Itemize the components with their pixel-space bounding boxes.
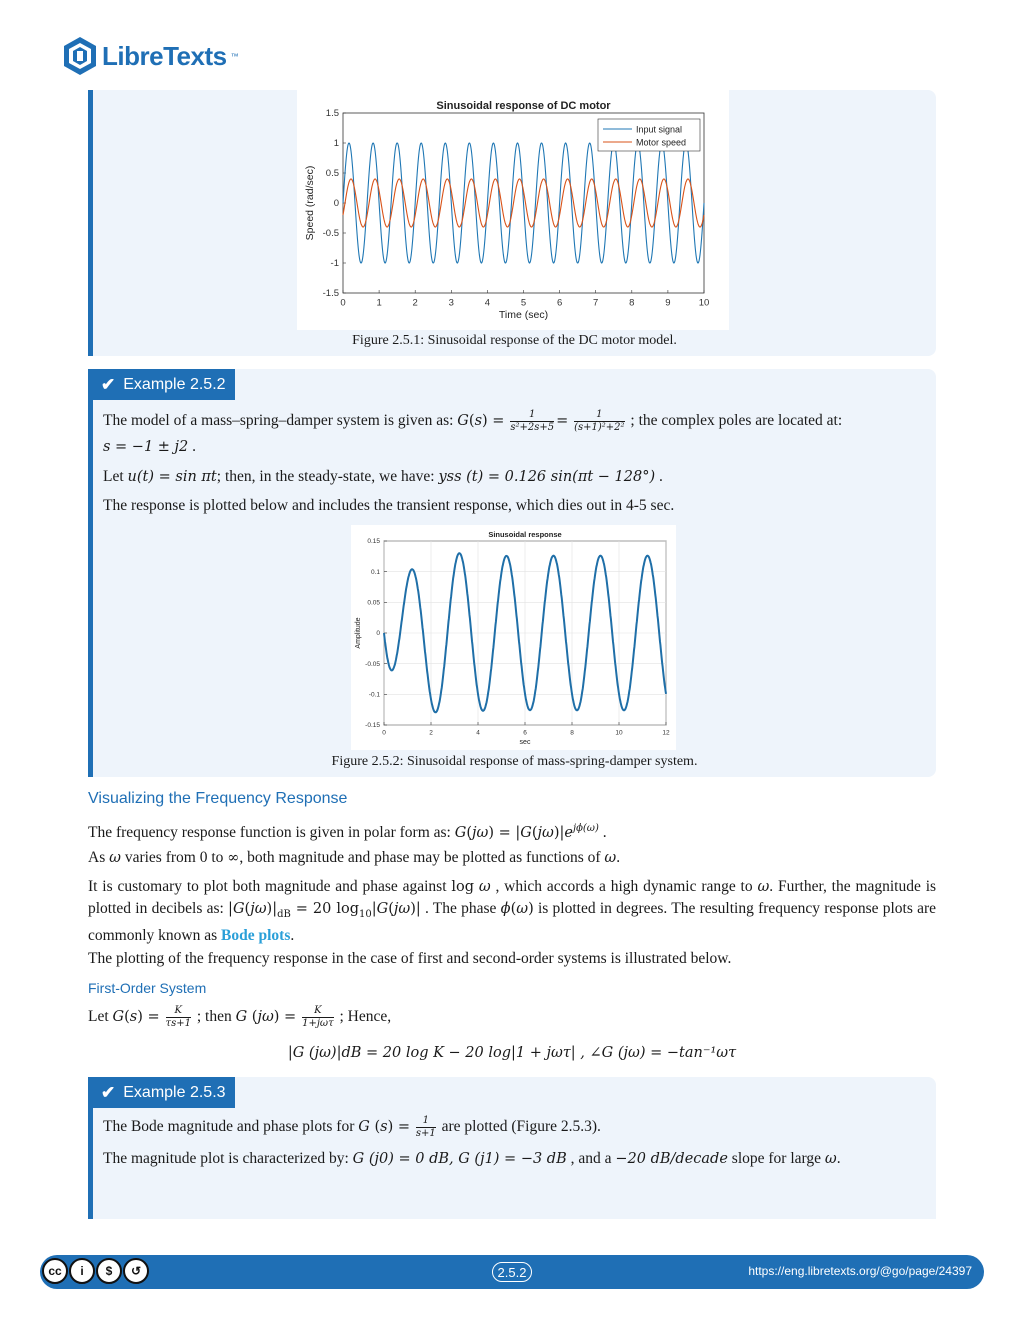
figure-caption-1: Figure 2.5.1: Sinusoidal response of the DC motor model. bbox=[352, 333, 677, 348]
y-tick-label: 0 bbox=[376, 630, 380, 638]
y-tick-label: -1 bbox=[330, 258, 339, 270]
y-tick-label: -0.05 bbox=[365, 660, 380, 668]
y-axis-label: Amplitude bbox=[355, 617, 362, 649]
y-tick-label: -0.5 bbox=[322, 228, 339, 240]
chart-title: Sinusoidal response bbox=[488, 530, 562, 539]
figure-box-1 bbox=[88, 90, 936, 356]
x-tick-label: 5 bbox=[520, 297, 527, 309]
y-tick-label: 1 bbox=[333, 138, 339, 150]
x-tick-label: 1 bbox=[376, 297, 382, 309]
x-tick-label: 9 bbox=[665, 297, 671, 309]
cc-icon: cc bbox=[42, 1258, 68, 1284]
x-tick-label: 4 bbox=[484, 297, 491, 309]
page-number: 2.5.2 bbox=[492, 1262, 532, 1282]
example3-paragraph-2: The magnitude plot is characterized by: G (j0) = 0 dB, G (j1) = −3 dB , and a −20 dB/decade slope for large ω. bbox=[103, 1150, 841, 1167]
section-paragraph-2: As ω varies from 0 to ∞, both magnitude and phase may be plotted as functions of ω. bbox=[88, 849, 621, 866]
y-tick-label: 0.5 bbox=[325, 168, 339, 180]
brand-tm: ™ bbox=[230, 51, 239, 61]
polar-form-math: G bbox=[454, 825, 467, 842]
section-paragraph-4: The plotting of the frequency response in the case of first and second-order systems is illustrated below. bbox=[88, 950, 732, 967]
example-label-2 bbox=[93, 369, 235, 400]
x-tick-label: 0 bbox=[382, 729, 386, 737]
y-tick-label: -0.1 bbox=[368, 691, 380, 699]
first-order-equation: |G (jω)|dB = 20 log K − 20 log|1 + jωτ| , ∠G (jω) = −tan⁻¹ωτ bbox=[287, 1045, 737, 1061]
example-box-3 bbox=[88, 1077, 936, 1219]
brand-name: LibreTexts bbox=[102, 40, 227, 71]
x-tick-label: 8 bbox=[570, 729, 574, 737]
x-tick-label: 12 bbox=[662, 729, 670, 737]
by-icon: i bbox=[69, 1258, 95, 1284]
first-order-let: Let G(s) = $\frac{K}{\tau s+1}$ ; then G (jω) = $\frac{K}{\text{1+jωτ}}$ ; Hence, bbox=[88, 1005, 392, 1029]
mass-spring-chart bbox=[351, 525, 676, 750]
y-axis-label: Speed (rad/sec) bbox=[304, 165, 316, 241]
x-tick-label: 10 bbox=[698, 297, 710, 309]
x-tick-label: 3 bbox=[448, 297, 454, 309]
x-tick-label: 2 bbox=[429, 729, 433, 737]
y-tick-label: 1.5 bbox=[325, 108, 339, 120]
y-tick-label: 0 bbox=[333, 198, 339, 210]
page-url-link[interactable]: https://eng.libretexts.org/@go/page/24397 bbox=[748, 1264, 972, 1278]
bode-plots-link[interactable]: Bode plots bbox=[221, 927, 291, 945]
x-tick-label: 7 bbox=[593, 297, 599, 309]
example3-paragraph-1: The Bode magnitude and phase plots for G (s) = $\frac{1}{s+1}$ are plotted (Figure 2.5.3). bbox=[103, 1115, 601, 1139]
x-tick-label: 4 bbox=[476, 729, 480, 737]
example2-paragraph-1: The model of a mass–spring–damper system is given as: G(s) = $\frac{1}{\text{s²+2s+5}}$ = $\frac{1}{\text{(s+1)²+2²}}$ ; the complex poles are located at: bbox=[103, 409, 843, 433]
check-icon: ✔ bbox=[101, 1083, 116, 1102]
example2-paragraph-3: The response is plotted below and includes the transient response, which dies out in 4-5 sec. bbox=[103, 497, 675, 514]
section-heading: Visualizing the Frequency Response bbox=[88, 790, 348, 807]
x-tick-label: 6 bbox=[556, 297, 563, 309]
libretexts-logo[interactable] bbox=[62, 36, 239, 76]
x-tick-label: 2 bbox=[412, 297, 418, 309]
example-box-2 bbox=[88, 369, 936, 777]
example2-paragraph-2: Let u(t) = sin πt; then, in the steady-state, we have: yss (t) = 0.126 sin(πt − 128°) . bbox=[103, 468, 663, 485]
nc-icon: $ bbox=[96, 1258, 122, 1284]
x-axis-label: Time (sec) bbox=[498, 309, 549, 321]
libretexts-hex-icon bbox=[62, 36, 98, 76]
check-icon: ✔ bbox=[101, 375, 116, 394]
sa-icon: ↺ bbox=[123, 1258, 149, 1284]
x-tick-label: 6 bbox=[523, 729, 527, 737]
x-tick-label: 10 bbox=[615, 729, 623, 737]
legend-entry-1: Input signal bbox=[636, 124, 683, 135]
example-label-text: Example 2.5.2 bbox=[123, 376, 226, 393]
legend-entry-2: Motor speed bbox=[636, 137, 687, 148]
figure-caption-2: Figure 2.5.2: Sinusoidal response of mass-spring-damper system. bbox=[331, 754, 698, 769]
x-axis-label: sec bbox=[519, 739, 531, 746]
footer-bar bbox=[40, 1255, 984, 1289]
transfer-function: G bbox=[457, 413, 469, 430]
dc-motor-chart bbox=[297, 90, 729, 330]
y-tick-label: 0.1 bbox=[370, 568, 380, 576]
license-badges[interactable] bbox=[42, 1258, 150, 1284]
section-paragraph-3: It is customary to plot both magnitude and phase against log ω , which accords a high dynamic range to ω. Further, the magnitude is plotted in decibels as: $|G(j\omega)|_{dB} = 20$ $\log_{10}|G(j\omega)|$ . The phase ϕ(ω) is plotted in degrees. The resulting frequency response plots are commonly known as Bode plots. bbox=[88, 878, 937, 945]
example2-poles: s = −1 ± j2 . bbox=[103, 438, 197, 455]
first-order-heading: First-Order System bbox=[88, 980, 207, 996]
chart-title: Sinusoidal response of DC motor bbox=[436, 100, 611, 112]
example-label-3 bbox=[93, 1077, 235, 1108]
x-tick-label: 8 bbox=[629, 297, 635, 309]
y-tick-label: -1.5 bbox=[322, 288, 339, 300]
y-tick-label: 0.15 bbox=[367, 538, 380, 546]
y-tick-label: 0.05 bbox=[367, 599, 380, 607]
section-paragraph-1: The frequency response function is given in polar form as: $G(j\omega) = |G(j\omega)|e^{j\phi(\omega)}$ . bbox=[88, 823, 607, 842]
x-tick-label: 0 bbox=[340, 297, 346, 309]
example-label-text: Example 2.5.3 bbox=[123, 1084, 226, 1101]
y-tick-label: -0.15 bbox=[365, 722, 380, 730]
